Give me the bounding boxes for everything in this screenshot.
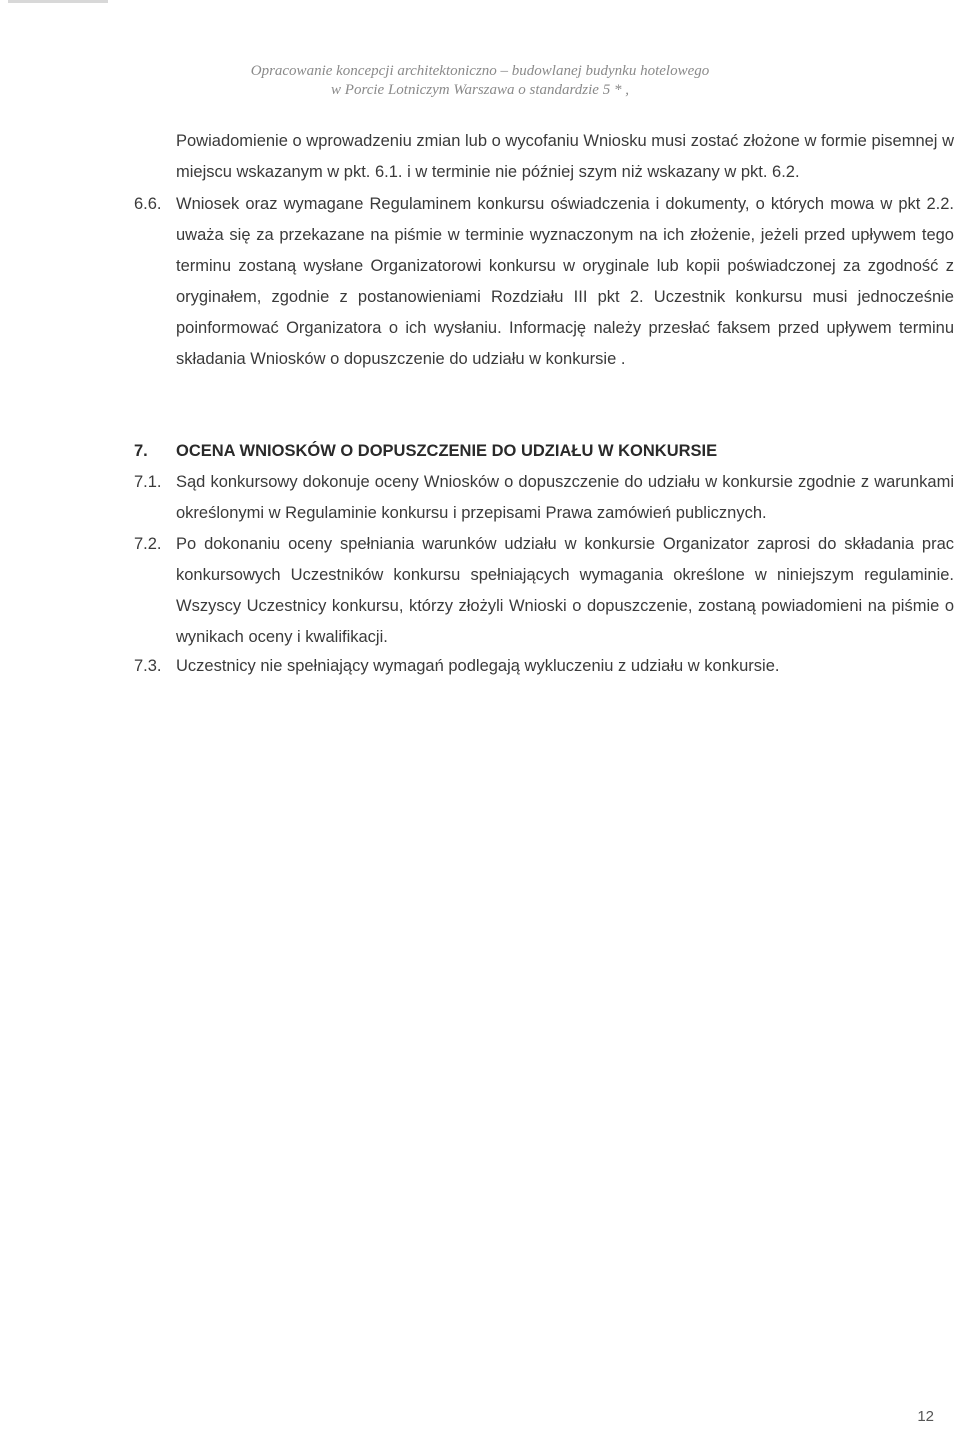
item-7-2 [134,529,954,653]
item-6-6 [134,189,954,375]
item-text: Sąd konkursowy dokonuje oceny Wniosków o dopuszczenie do udziału w konkursie zgodnie z warunkami określonymi w Regulaminie konkursu i przepisami Prawa zamówień publicznych. [176,473,954,522]
continuation-paragraph [176,126,954,188]
scan-edge-mark [8,0,108,3]
header-line-2: w Porcie Lotniczym Warszawa o standardzie 5 * , [331,82,629,98]
page-number: 12 [917,1408,934,1425]
continuation-text: Powiadomienie o wprowadzeniu zmian lub o wycofaniu Wniosku musi zostać złożone w formie pisemnej w miejscu wskazanym w pkt. 6.1. i w terminie nie później szym niż wskazany w pkt. 6.2. [176,132,954,181]
item-number: 7.2. [134,535,162,553]
header-line-1: Opracowanie koncepcji architektoniczno – budowlanej budynku hotelowego [250,63,710,79]
item-number: 7.1. [134,473,162,491]
section-7-heading [134,436,954,467]
item-number: 7.3. [134,657,162,675]
item-7-3 [134,651,954,682]
item-text: Wniosek oraz wymagane Regulaminem konkursu oświadczenia i dokumenty, o których mowa w pkt 2.2. uważa się za przekazane na piśmie w terminie wyznaczonym na ich złożenie, jeżeli przed upływem tego terminu zostaną wysłane Organizatorowi konkursu w oryginale lub kopii poświadczonej za zgodność z oryginałem, zgodnie z postanowieniami Rozdziału III pkt 2. Uczestnik konkursu musi jednocześnie poinformować Organizatora o ich wysłaniu. Informację należy przesłać faksem przed upływem terminu składania Wniosków o dopuszczenie do udziału w konkursie . [176,195,954,368]
item-text: Po dokonaniu oceny spełniania warunków udziału w konkursie Organizator zaprosi do składania prac konkursowych Uczestników konkursu spełniających wymagania określone w niniejszym regulaminie. Wszyscy Uczestnicy konkursu, którzy złożyli Wnioski o dopuszczenie, zostaną powiadomieni na piśmie o wynikach oceny i kwalifikacji. [176,535,954,646]
item-7-1 [134,467,954,529]
section-number: 7. [134,442,148,460]
item-text: Uczestnicy nie spełniający wymagań podlegają wykluczeniu z udziału w konkursie. [176,657,780,675]
running-header [0,62,960,100]
item-number: 6.6. [134,195,162,213]
section-title: OCENA WNIOSKÓW O DOPUSZCZENIE DO UDZIAŁU W KONKURSIE [176,442,718,460]
